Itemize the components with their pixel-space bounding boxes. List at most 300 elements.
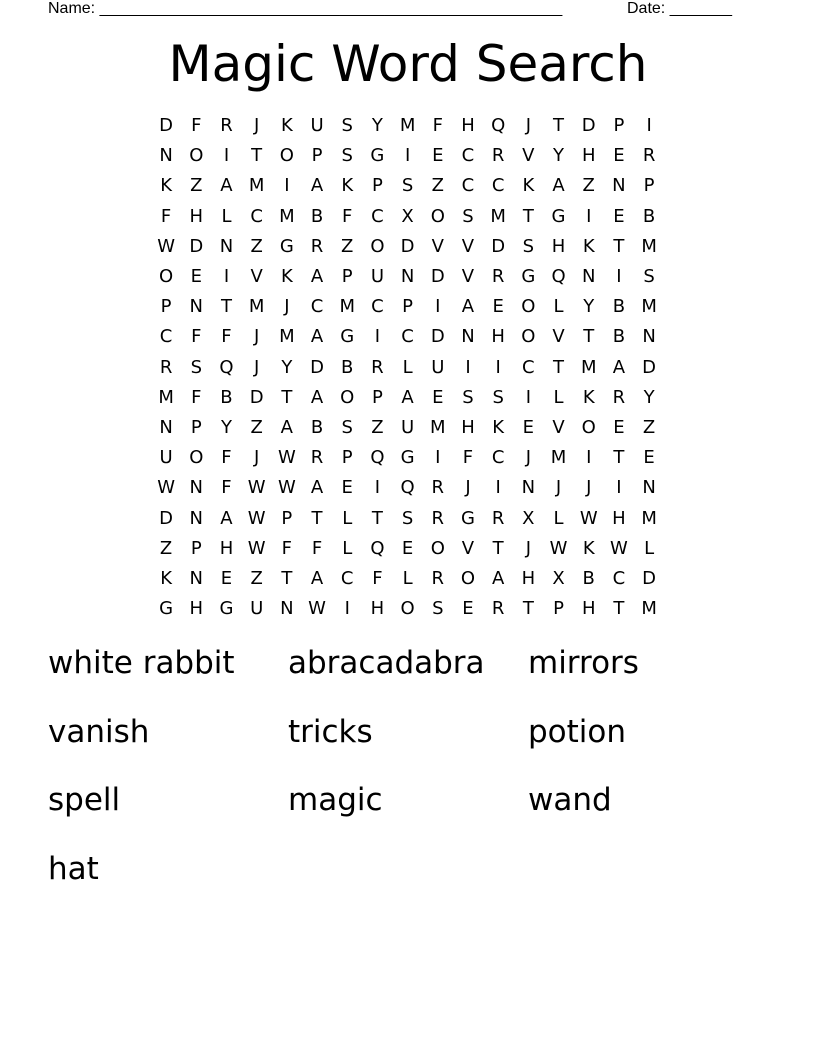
grid-letter: M [279, 205, 295, 227]
grid-row [151, 383, 664, 413]
grid-letter: R [491, 145, 505, 167]
grid-letter: E [220, 567, 233, 589]
grid-letter: R [220, 115, 233, 137]
grid-letter: V [461, 266, 475, 288]
grid-letter: Q [370, 537, 385, 559]
grid-letter: W [247, 537, 266, 559]
grid-letter: S [401, 175, 414, 197]
word-item: hat [48, 851, 99, 888]
grid-letter: R [310, 447, 324, 469]
grid-letter: Z [190, 175, 203, 197]
grid-letter: M [430, 416, 446, 438]
grid-letter: Y [553, 145, 565, 167]
grid-letter: N [642, 477, 656, 499]
grid-letter: G [551, 205, 566, 227]
grid-letter: U [310, 115, 324, 137]
grid-letter: K [492, 416, 505, 438]
grid-letter: U [159, 447, 173, 469]
grid-letter: B [310, 416, 324, 438]
grid-letter: Z [431, 175, 444, 197]
grid-letter: I [284, 175, 290, 197]
grid-letter: Q [400, 477, 415, 499]
grid-letter: L [402, 567, 413, 589]
grid-letter: O [370, 235, 385, 257]
grid-letter: D [430, 266, 445, 288]
word-item: abracadabra [288, 645, 485, 681]
grid-letter: N [159, 145, 173, 167]
grid-letter: O [189, 447, 204, 469]
grid-letter: A [280, 416, 293, 438]
grid-letter: E [462, 598, 474, 620]
grid-row [151, 111, 664, 141]
grid-letter: I [374, 326, 381, 348]
grid-letter: E [341, 477, 353, 499]
grid-letter: H [219, 537, 234, 559]
word-item: potion [528, 713, 627, 750]
grid-letter: L [342, 507, 353, 529]
date-field-line: Date: _______ [627, 0, 732, 17]
grid-letter: N [521, 477, 536, 499]
grid-letter: W [157, 235, 175, 257]
word-item: tricks [288, 713, 373, 750]
grid-letter: M [248, 175, 265, 197]
letter-grid [151, 111, 664, 624]
grid-letter: E [522, 416, 535, 438]
grid-letter: M [399, 115, 416, 137]
grid-letter: O [581, 416, 596, 438]
grid-letter: B [341, 356, 354, 378]
grid-letter: I [435, 447, 441, 469]
grid-letter: Z [250, 235, 263, 257]
grid-letter: K [160, 567, 172, 589]
grid-letter: C [461, 175, 475, 197]
grid-letter: C [522, 356, 535, 378]
grid-letter: Y [371, 115, 383, 137]
grid-letter: D [189, 235, 204, 257]
grid-letter: C [310, 296, 324, 318]
grid-letter: W [549, 537, 568, 559]
grid-letter: E [613, 416, 625, 438]
grid-letter: S [341, 416, 353, 438]
grid-letter: M [641, 296, 657, 318]
grid-letter: V [552, 416, 565, 438]
grid-letter: O [340, 386, 355, 408]
grid-letter: A [310, 266, 324, 288]
grid-letter: T [281, 386, 293, 408]
grid-letter: R [431, 567, 445, 589]
grid-letter: Y [281, 356, 293, 378]
grid-letter: H [461, 416, 475, 438]
grid-letter: L [553, 386, 564, 408]
grid-letter: J [284, 296, 290, 318]
grid-letter: P [281, 507, 293, 529]
grid-letter: R [642, 145, 656, 167]
grid-letter: P [371, 175, 383, 197]
grid-letter: M [490, 205, 506, 227]
grid-letter: O [460, 567, 476, 589]
grid-letter: H [612, 507, 626, 529]
grid-letter: I [223, 145, 230, 167]
grid-letter: L [553, 296, 564, 318]
grid-letter: I [374, 477, 381, 499]
grid-letter: N [642, 326, 656, 348]
grid-letter: X [522, 507, 535, 529]
word-item: vanish [48, 713, 150, 750]
grid-letter: A [491, 567, 505, 589]
grid-letter: Z [642, 416, 656, 438]
grid-letter: B [642, 205, 656, 227]
grid-letter: F [342, 205, 353, 227]
grid-letter: J [254, 115, 260, 137]
grid-letter: D [159, 115, 174, 137]
grid-row [151, 503, 664, 533]
grid-letter: E [190, 266, 202, 288]
grid-letter: P [341, 266, 353, 288]
grid-letter: G [400, 447, 415, 469]
grid-letter: H [551, 235, 566, 257]
grid-letter: I [404, 145, 411, 167]
grid-letter: C [371, 205, 384, 227]
grid-letter: N [189, 507, 204, 529]
grid-letter: Q [219, 356, 234, 378]
grid-letter: W [308, 598, 326, 620]
grid-letter: I [616, 266, 622, 288]
grid-letter: O [521, 326, 536, 348]
grid-letter: A [612, 356, 626, 378]
grid-letter: O [430, 205, 445, 227]
grid-letter: P [613, 115, 625, 137]
grid-row [151, 232, 664, 262]
grid-letter: H [370, 598, 385, 620]
grid-letter: U [370, 266, 384, 288]
grid-letter: K [160, 175, 172, 197]
grid-row [151, 322, 664, 352]
grid-letter: V [250, 266, 263, 288]
grid-letter: P [341, 447, 353, 469]
grid-letter: Y [220, 416, 232, 438]
grid-letter: E [401, 537, 414, 559]
grid-letter: C [340, 567, 354, 589]
grid-letter: L [553, 507, 564, 529]
grid-letter: F [191, 115, 202, 137]
grid-letter: T [553, 356, 565, 378]
grid-letter: D [310, 356, 324, 378]
grid-letter: R [159, 356, 173, 378]
word-item: magic [288, 782, 383, 819]
grid-letter: C [612, 567, 626, 589]
grid-letter: J [254, 447, 260, 469]
grid-letter: P [311, 145, 323, 167]
grid-letter: L [402, 356, 413, 378]
grid-letter: I [616, 477, 622, 499]
grid-letter: T [613, 447, 625, 469]
grid-letter: S [432, 598, 444, 620]
grid-letter: N [189, 477, 204, 499]
grid-letter: F [221, 477, 232, 499]
grid-letter: W [247, 477, 266, 499]
grid-letter: I [465, 356, 471, 378]
grid-letter: H [521, 567, 536, 589]
grid-letter: W [247, 507, 266, 529]
grid-letter: R [491, 507, 505, 529]
grid-letter: I [646, 115, 652, 137]
word-bank [48, 641, 768, 916]
grid-letter: S [462, 205, 474, 227]
grid-letter: N [189, 567, 204, 589]
grid-letter: H [461, 115, 475, 137]
grid-letter: S [462, 386, 474, 408]
grid-letter: M [580, 356, 597, 378]
grid-letter: D [581, 115, 596, 137]
grid-letter: F [281, 537, 293, 559]
grid-letter: H [189, 205, 204, 227]
grid-letter: T [583, 326, 595, 348]
grid-letter: O [400, 598, 415, 620]
grid-letter: D [491, 235, 506, 257]
grid-letter: N [219, 235, 234, 257]
grid-letter: I [495, 356, 501, 378]
grid-letter: G [219, 598, 234, 620]
grid-letter: M [641, 598, 657, 620]
grid-letter: G [521, 266, 536, 288]
grid-letter: H [581, 598, 596, 620]
grid-letter: G [340, 326, 355, 348]
grid-letter: W [610, 537, 628, 559]
grid-letter: O [159, 266, 174, 288]
word-item: white rabbit [48, 645, 235, 681]
grid-letter: D [400, 235, 415, 257]
grid-letter: R [310, 235, 324, 257]
grid-letter: T [522, 205, 534, 227]
grid-letter: L [342, 537, 353, 559]
grid-letter: G [279, 235, 294, 257]
grid-letter: A [220, 507, 233, 529]
grid-letter: E [492, 296, 504, 318]
grid-letter: Y [643, 386, 655, 408]
grid-letter: M [158, 386, 174, 408]
grid-letter: B [310, 205, 324, 227]
grid-letter: I [525, 386, 531, 408]
grid-letter: P [402, 296, 414, 318]
grid-letter: W [277, 477, 296, 499]
word-item: spell [48, 782, 121, 819]
grid-letter: K [341, 175, 354, 197]
grid-letter: N [461, 326, 475, 348]
grid-letter: K [522, 175, 535, 197]
grid-letter: W [277, 447, 296, 469]
grid-letter: A [310, 567, 324, 589]
grid-letter: C [401, 326, 414, 348]
grid-letter: P [553, 598, 564, 620]
grid-letter: G [370, 145, 385, 167]
grid-letter: Q [370, 447, 385, 469]
grid-letter: B [612, 326, 626, 348]
grid-letter: A [310, 175, 324, 197]
grid-letter: V [431, 235, 444, 257]
grid-letter: J [555, 477, 562, 499]
grid-letter: A [461, 296, 475, 318]
grid-letter: Q [551, 266, 566, 288]
grid-letter: K [582, 537, 595, 559]
grid-letter: R [431, 507, 445, 529]
grid-letter: B [582, 567, 595, 589]
grid-letter: N [581, 266, 596, 288]
grid-letter: H [581, 145, 596, 167]
grid-letter: E [432, 145, 444, 167]
grid-letter: B [612, 296, 626, 318]
grid-letter: U [401, 416, 415, 438]
grid-letter: C [371, 296, 384, 318]
grid-letter: A [310, 477, 324, 499]
grid-row [151, 443, 664, 473]
grid-letter: P [643, 175, 655, 197]
grid-letter: T [311, 507, 323, 529]
grid-letter: P [160, 296, 172, 318]
grid-letter: U [250, 598, 264, 620]
grid-row [151, 292, 664, 322]
grid-letter: E [643, 447, 655, 469]
grid-letter: J [254, 326, 260, 348]
grid-letter: T [371, 507, 383, 529]
grid-letter: J [525, 537, 531, 559]
grid-letter: W [579, 507, 598, 529]
grid-letter: O [430, 537, 445, 559]
grid-letter: T [613, 235, 625, 257]
grid-letter: F [311, 537, 323, 559]
grid-letter: E [613, 205, 625, 227]
grid-letter: M [641, 507, 657, 529]
grid-letter: Y [583, 296, 595, 318]
grid-letter: P [190, 537, 202, 559]
grid-letter: N [159, 416, 173, 438]
grid-letter: I [223, 266, 230, 288]
grid-letter: V [461, 235, 475, 257]
grid-letter: X [552, 567, 565, 589]
grid-letter: O [279, 145, 294, 167]
grid-letter: M [550, 447, 567, 469]
grid-letter: T [553, 115, 565, 137]
grid-row [151, 473, 664, 503]
grid-letter: F [372, 567, 383, 589]
grid-letter: J [525, 115, 531, 137]
grid-letter: C [491, 447, 505, 469]
page-title: Magic Word Search [168, 35, 648, 93]
grid-letter: K [280, 266, 293, 288]
grid-letter: Z [250, 416, 263, 438]
grid-letter: N [400, 266, 415, 288]
grid-letter: I [344, 598, 350, 620]
grid-letter: T [281, 567, 293, 589]
grid-letter: F [221, 326, 232, 348]
grid-letter: D [430, 326, 445, 348]
grid-letter: I [586, 447, 592, 469]
grid-row [151, 202, 664, 232]
word-item: mirrors [528, 645, 639, 681]
grid-row [151, 564, 664, 594]
grid-letter: I [495, 477, 501, 499]
grid-letter: R [612, 386, 626, 408]
grid-letter: J [586, 477, 592, 499]
grid-letter: J [254, 356, 260, 378]
grid-letter: N [612, 175, 626, 197]
grid-letter: V [461, 537, 475, 559]
grid-row [151, 262, 664, 292]
grid-letter: T [251, 145, 263, 167]
grid-letter: J [525, 447, 531, 469]
grid-letter: K [582, 235, 595, 257]
grid-letter: E [613, 145, 625, 167]
grid-letter: V [552, 326, 565, 348]
grid-letter: J [465, 477, 471, 499]
grid-letter: A [310, 386, 324, 408]
grid-letter: C [461, 145, 475, 167]
grid-letter: M [339, 296, 355, 318]
grid-letter: O [521, 296, 536, 318]
grid-letter: Z [159, 537, 173, 559]
grid-letter: N [189, 296, 204, 318]
grid-letter: F [462, 447, 474, 469]
grid-letter: E [432, 386, 444, 408]
grid-letter: N [280, 598, 294, 620]
grid-letter: M [641, 235, 657, 257]
grid-row [151, 141, 664, 171]
grid-letter: G [460, 507, 475, 529]
grid-letter: C [250, 205, 263, 227]
grid-letter: R [491, 266, 505, 288]
grid-letter: S [341, 115, 353, 137]
grid-letter: O [189, 145, 204, 167]
grid-row [151, 534, 664, 564]
grid-letter: F [191, 386, 202, 408]
grid-letter: A [552, 175, 565, 197]
grid-letter: A [220, 175, 233, 197]
word-item: wand [528, 782, 612, 819]
grid-row [151, 353, 664, 383]
grid-letter: X [401, 205, 414, 227]
grid-letter: Z [371, 416, 384, 438]
grid-letter: I [435, 296, 441, 318]
grid-letter: C [491, 175, 505, 197]
grid-letter: Z [250, 567, 263, 589]
grid-letter: G [159, 598, 174, 620]
grid-letter: I [586, 205, 592, 227]
grid-letter: S [492, 386, 504, 408]
grid-letter: P [371, 386, 383, 408]
grid-letter: R [371, 356, 384, 378]
grid-letter: M [279, 326, 295, 348]
grid-letter: S [190, 356, 202, 378]
grid-letter: T [522, 598, 534, 620]
grid-letter: T [492, 537, 504, 559]
grid-letter: S [522, 235, 535, 257]
grid-letter: S [643, 266, 655, 288]
grid-row [151, 594, 664, 624]
grid-letter: D [159, 507, 174, 529]
grid-letter: K [280, 115, 293, 137]
grid-letter: A [401, 386, 414, 408]
grid-letter: P [190, 416, 202, 438]
grid-letter: D [249, 386, 264, 408]
grid-letter: T [613, 598, 625, 620]
grid-letter: S [341, 145, 353, 167]
grid-letter: L [644, 537, 655, 559]
grid-letter: Q [491, 115, 506, 137]
grid-letter: F [160, 205, 172, 227]
grid-letter: D [642, 567, 657, 589]
grid-letter: U [431, 356, 445, 378]
grid-letter: Z [341, 235, 354, 257]
grid-row [151, 171, 664, 201]
